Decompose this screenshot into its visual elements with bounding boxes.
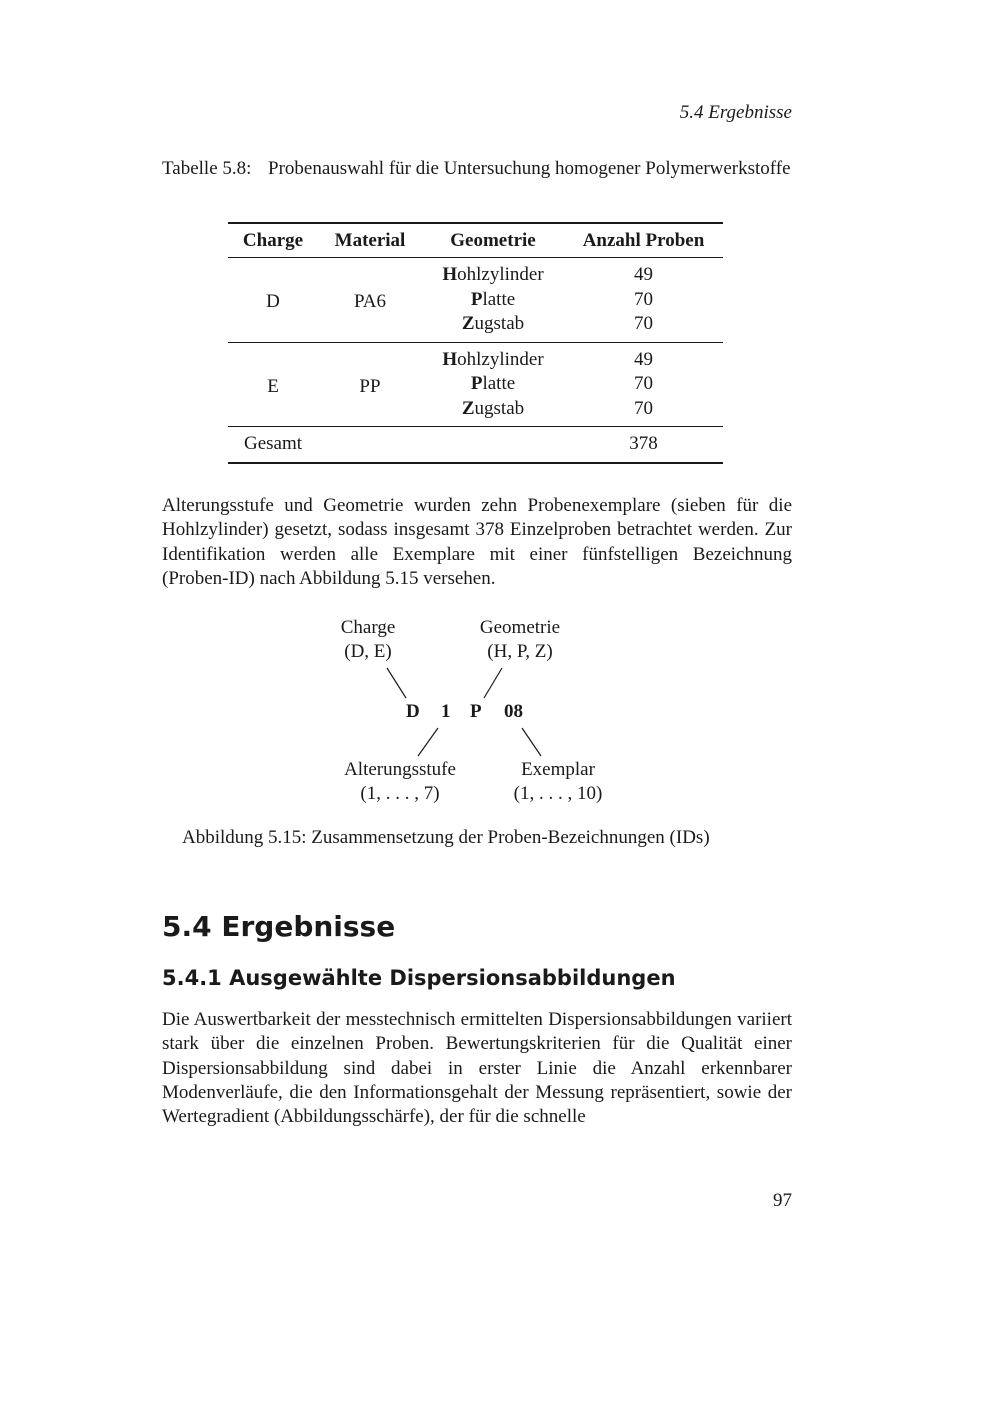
code-exemplar: 08 xyxy=(504,701,523,722)
cell-charge: E xyxy=(267,375,279,397)
header-anzahl: Anzahl Proben xyxy=(582,230,705,251)
line-geometrie xyxy=(484,668,502,698)
subsection-heading: 5.4.1 Ausgewählte Dispersionsabbildungen xyxy=(162,966,676,990)
cell-total-label: Gesamt xyxy=(243,433,303,454)
paragraph-1: Alterungsstufe und Geometrie wurden zehn Probenexemplare (sieben für die Hohlzylinder) gesetzt, sodass insgesamt 378 Einzelproben betrachtet werden. Zur Identifikation werden alle Exemplare mit einer fünfstelligen Bezeichnung (Proben-ID) nach Abbildung 5.15 versehen. xyxy=(162,495,792,589)
table-caption-label: Tabelle 5.8: xyxy=(162,158,252,179)
page-number: 97 xyxy=(773,1190,792,1211)
code-geometrie: P xyxy=(470,701,482,722)
exemplar-label: Exemplar xyxy=(521,759,595,780)
line-alterung xyxy=(418,728,438,756)
cell-geometrie: Hohlzylinder xyxy=(442,348,544,370)
table-row xyxy=(228,258,723,288)
header-charge: Charge xyxy=(242,230,304,251)
geometrie-values: (H, P, Z) xyxy=(487,641,553,662)
alterung-label: Alterungsstufe xyxy=(344,759,456,780)
alterung-values: (1, . . . , 7) xyxy=(360,783,440,804)
cell-total-value: 378 xyxy=(629,433,658,454)
cell-geometrie: Zugstab xyxy=(461,397,525,419)
line-exemplar xyxy=(522,728,541,756)
running-head: 5.4 Ergebnisse xyxy=(679,102,792,123)
line-charge xyxy=(387,668,406,698)
charge-label: Charge xyxy=(340,617,396,638)
cell-geometrie: Zugstab xyxy=(461,313,525,334)
cell-material: PA6 xyxy=(353,291,387,312)
cell-anzahl: 49 xyxy=(634,264,653,285)
sample-table xyxy=(228,222,723,464)
cell-geometrie: Platte xyxy=(470,288,516,310)
table-caption-text: Probenauswahl für die Untersuchung homogener Polymerwerkstoffe xyxy=(268,158,791,179)
cell-material: PP xyxy=(359,375,381,397)
cell-anzahl: 70 xyxy=(634,373,653,394)
figure-caption: Abbildung 5.15: Zusammensetzung der Proben-Bezeichnungen (IDs) xyxy=(182,827,710,848)
paragraph-2: Die Auswertbarkeit der messtechnisch ermittelten Dispersionsabbildungen variiert stark über die einzelnen Proben. Bewertungskriterien für die Qualität einer Dispersionsabbildung sind dabei in erster Linie die Anzahl erkennbarer Modenverläufe, die den Informationsgehalt der Messung repräsentiert, sowie der Wertegradient (Abbildungsschärfe), der für die schnelle xyxy=(162,1009,792,1128)
table-total-row xyxy=(228,427,723,463)
cell-geometrie: Hohlzylinder xyxy=(442,264,544,285)
exemplar-values: (1, . . . , 10) xyxy=(513,783,603,804)
geometrie-label: Geometrie xyxy=(479,617,561,638)
charge-values: (D, E) xyxy=(344,641,392,662)
section-heading: 5.4 Ergebnisse xyxy=(162,910,396,943)
figure-id-scheme xyxy=(300,612,700,812)
header-material: Material xyxy=(334,230,406,251)
cell-anzahl: 49 xyxy=(634,348,653,370)
cell-anzahl: 70 xyxy=(634,397,653,419)
cell-charge: D xyxy=(266,291,280,312)
table-row xyxy=(228,342,723,372)
code-charge: D xyxy=(406,701,420,722)
cell-geometrie: Platte xyxy=(470,373,516,394)
cell-anzahl: 70 xyxy=(634,313,653,334)
cell-anzahl: 70 xyxy=(634,288,653,310)
header-geometrie: Geometrie xyxy=(450,230,536,251)
code-alterung: 1 xyxy=(441,701,451,722)
